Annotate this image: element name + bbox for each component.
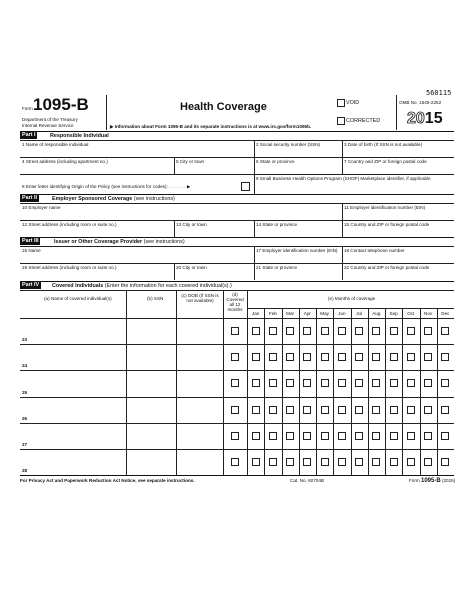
form-prefix: Form — [22, 106, 33, 111]
part4-heading — [52, 283, 232, 289]
col-d-header: (d) Covered all 12 months — [226, 292, 244, 312]
month-coverage-checkbox[interactable] — [407, 432, 415, 440]
month-coverage-checkbox[interactable] — [407, 458, 415, 466]
month-header: Nov — [424, 311, 433, 316]
month-header: Oct — [407, 311, 415, 316]
field-19-label: 19 Street address (including room or suite no.) — [22, 265, 117, 270]
part3-note: (see instructions) — [143, 239, 185, 245]
row-divider — [20, 423, 454, 424]
row-number: 26 — [22, 415, 28, 421]
privacy-notice: For Privacy Act and Paperwork Reduction Act Notice, see separate instructions. — [20, 478, 195, 483]
field-14-label: 14 State or province — [256, 222, 298, 227]
part3-heading — [54, 239, 185, 245]
form-title: Health Coverage — [180, 101, 267, 113]
month-coverage-checkbox[interactable] — [441, 432, 449, 440]
month-coverage-checkbox[interactable] — [390, 353, 398, 361]
month-coverage-checkbox[interactable] — [372, 406, 380, 414]
field-11-label: 11 Employer identification number (EIN) — [344, 205, 426, 210]
field-15-label: 15 Country and ZIP or foreign postal code — [344, 222, 430, 227]
covered-all-12-months-checkbox[interactable] — [231, 432, 239, 440]
month-coverage-checkbox[interactable] — [424, 379, 432, 387]
row-number: 24 — [22, 363, 28, 369]
month-coverage-checkbox[interactable] — [321, 406, 329, 414]
part4-note: (Enter the information for each covered individual(s).) — [104, 283, 232, 289]
month-coverage-checkbox[interactable] — [355, 379, 363, 387]
irs-name: Internal Revenue Service — [22, 123, 74, 128]
month-coverage-checkbox[interactable] — [372, 458, 380, 466]
month-header: Dec — [441, 311, 450, 316]
dept-name: Department of the Treasury — [22, 117, 78, 122]
month-coverage-checkbox[interactable] — [252, 432, 260, 440]
catalog-number: Cat. No. 60704B — [290, 478, 324, 483]
month-coverage-checkbox[interactable] — [286, 379, 294, 387]
field-8-label: 8 Enter letter identifying Origin of the Policy (see instructions for codes): . . . . . . . ▶ — [22, 184, 191, 189]
month-header: Feb — [268, 311, 277, 316]
month-coverage-checkbox[interactable] — [441, 353, 449, 361]
footer-form-id — [409, 478, 455, 484]
month-coverage-checkbox[interactable] — [355, 458, 363, 466]
void-checkbox[interactable] — [337, 99, 345, 107]
covered-all-12-months-checkbox[interactable] — [231, 353, 239, 361]
part2-note: (see instructions) — [133, 196, 175, 202]
month-coverage-checkbox[interactable] — [424, 432, 432, 440]
month-coverage-checkbox[interactable] — [424, 327, 432, 335]
month-header: Mar — [286, 311, 295, 316]
month-coverage-checkbox[interactable] — [441, 379, 449, 387]
field-20-label: 20 City or town — [176, 265, 207, 270]
field-21-label: 21 State or province — [256, 265, 298, 270]
month-coverage-checkbox[interactable] — [303, 327, 311, 335]
month-coverage-checkbox[interactable] — [390, 406, 398, 414]
row-number: 27 — [22, 441, 28, 447]
tax-year — [407, 110, 443, 128]
month-header: Jan — [251, 311, 260, 316]
row-number: 23 — [22, 337, 28, 343]
month-coverage-checkbox[interactable] — [372, 327, 380, 335]
month-coverage-checkbox[interactable] — [286, 327, 294, 335]
footer-year: (2015) — [441, 478, 456, 483]
part4-title: Covered Individuals — [52, 283, 104, 289]
month-coverage-checkbox[interactable] — [355, 327, 363, 335]
field-5-label: 5 City or town — [176, 159, 205, 164]
void-label: VOID — [346, 100, 360, 106]
month-coverage-checkbox[interactable] — [286, 353, 294, 361]
corrected-checkbox[interactable] — [337, 117, 345, 125]
part1-label: Part I — [22, 132, 36, 138]
covered-all-12-months-checkbox[interactable] — [231, 327, 239, 335]
field-3-label: 3 Date of birth (If SSN is not available) — [344, 142, 423, 147]
month-coverage-checkbox[interactable] — [321, 379, 329, 387]
info-line: ▶ Information about Form 1095-B and its separate instructions is at www.irs.gov/form1095b. — [110, 124, 312, 129]
part2-heading — [52, 196, 175, 202]
month-header: Sep — [389, 311, 398, 316]
field-12-label: 12 Street address (including room or suite no.) — [22, 222, 117, 227]
row-number: 25 — [22, 389, 28, 395]
field-17-label: 17 Employer identification number (EIN) — [256, 248, 338, 253]
field-9-label: 9 Small Business Health Options Program (SHOP) Marketplace identifier, if applicable — [256, 176, 431, 181]
field-7-label: 7 Country and ZIP or foreign postal code — [344, 159, 427, 164]
month-coverage-checkbox[interactable] — [321, 458, 329, 466]
month-coverage-checkbox[interactable] — [407, 406, 415, 414]
covered-all-12-months-checkbox[interactable] — [231, 406, 239, 414]
month-coverage-checkbox[interactable] — [252, 353, 260, 361]
month-coverage-checkbox[interactable] — [441, 406, 449, 414]
year-suffix: 15 — [424, 110, 443, 127]
part2-title: Employer Sponsored Coverage — [52, 196, 133, 202]
part3-label: Part III — [22, 238, 39, 244]
month-coverage-checkbox[interactable] — [441, 458, 449, 466]
month-coverage-checkbox[interactable] — [269, 458, 277, 466]
month-coverage-checkbox[interactable] — [407, 379, 415, 387]
part2-label: Part II — [22, 195, 37, 201]
month-coverage-checkbox[interactable] — [321, 432, 329, 440]
month-coverage-checkbox[interactable] — [286, 458, 294, 466]
row-divider — [20, 397, 454, 398]
month-coverage-checkbox[interactable] — [321, 327, 329, 335]
month-coverage-checkbox[interactable] — [252, 458, 260, 466]
form-number: 1095-B — [33, 95, 89, 114]
month-coverage-checkbox[interactable] — [424, 458, 432, 466]
month-coverage-checkbox[interactable] — [390, 432, 398, 440]
part4-label: Part IV — [22, 282, 40, 288]
col-a-header: (a) Name of covered individual(s) — [44, 296, 112, 301]
month-coverage-checkbox[interactable] — [303, 406, 311, 414]
field-6-label: 6 State or province — [256, 159, 295, 164]
row-number: 28 — [22, 468, 28, 473]
month-coverage-checkbox[interactable] — [338, 432, 346, 440]
omb-number: OMB No. 1545-2252 — [399, 100, 442, 105]
month-coverage-checkbox[interactable] — [269, 379, 277, 387]
month-coverage-checkbox[interactable] — [390, 379, 398, 387]
year-prefix: 20 — [407, 110, 425, 127]
field-1-label: 1 Name of responsible individual — [22, 142, 89, 147]
month-coverage-checkbox[interactable] — [407, 353, 415, 361]
part3-title: Issuer or Other Coverage Provider — [54, 239, 143, 245]
month-coverage-checkbox[interactable] — [355, 406, 363, 414]
month-coverage-checkbox[interactable] — [252, 406, 260, 414]
month-coverage-checkbox[interactable] — [252, 379, 260, 387]
month-coverage-checkbox[interactable] — [372, 432, 380, 440]
month-coverage-checkbox[interactable] — [321, 353, 329, 361]
footer-form-number: 1095-B — [421, 478, 441, 484]
month-coverage-checkbox[interactable] — [269, 432, 277, 440]
covered-all-12-months-checkbox[interactable] — [231, 458, 239, 466]
month-header: Jul — [356, 311, 363, 316]
field-10-label: 10 Employer name — [22, 205, 61, 210]
origin-code-box[interactable] — [241, 182, 250, 191]
footer-form-prefix: Form — [409, 478, 420, 483]
month-coverage-checkbox[interactable] — [390, 327, 398, 335]
row-divider — [20, 370, 454, 371]
month-header: Jun — [338, 311, 346, 316]
month-coverage-checkbox[interactable] — [372, 379, 380, 387]
month-coverage-checkbox[interactable] — [390, 458, 398, 466]
month-coverage-checkbox[interactable] — [338, 379, 346, 387]
col-b-header: (b) SSN — [147, 296, 164, 301]
month-coverage-checkbox[interactable] — [355, 432, 363, 440]
col-e-header: (e) Months of coverage — [328, 296, 376, 301]
field-16-label: 16 Name — [22, 248, 41, 253]
month-coverage-checkbox[interactable] — [424, 406, 432, 414]
field-13-label: 13 City or town — [176, 222, 207, 227]
row-divider — [20, 449, 454, 450]
month-coverage-checkbox[interactable] — [303, 353, 311, 361]
month-coverage-checkbox[interactable] — [252, 327, 260, 335]
month-coverage-checkbox[interactable] — [355, 353, 363, 361]
month-coverage-checkbox[interactable] — [407, 327, 415, 335]
month-header: Apr — [303, 311, 311, 316]
col-c-header: (c) DOB (If SSN is not available) — [181, 293, 219, 303]
row-divider — [20, 344, 454, 345]
month-coverage-checkbox[interactable] — [286, 406, 294, 414]
covered-all-12-months-checkbox[interactable] — [231, 379, 239, 387]
month-coverage-checkbox[interactable] — [303, 458, 311, 466]
month-coverage-checkbox[interactable] — [286, 432, 294, 440]
field-2-label: 2 Social security number (SSN) — [256, 142, 321, 147]
month-coverage-checkbox[interactable] — [269, 406, 277, 414]
month-coverage-checkbox[interactable] — [269, 327, 277, 335]
corrected-label: CORRECTED — [346, 118, 381, 124]
form-code: 560115 — [426, 89, 452, 97]
month-coverage-checkbox[interactable] — [372, 353, 380, 361]
month-coverage-checkbox[interactable] — [303, 432, 311, 440]
field-22-label: 22 Country and ZIP or foreign postal code — [344, 265, 430, 270]
field-4-label: 4 Street address (including apartment no.) — [22, 159, 108, 164]
month-coverage-checkbox[interactable] — [441, 327, 449, 335]
month-header: May — [320, 311, 329, 316]
field-18-label: 18 Contact telephone number — [344, 248, 405, 253]
month-coverage-checkbox[interactable] — [338, 458, 346, 466]
month-coverage-checkbox[interactable] — [338, 353, 346, 361]
month-coverage-checkbox[interactable] — [269, 353, 277, 361]
month-coverage-checkbox[interactable] — [338, 327, 346, 335]
month-coverage-checkbox[interactable] — [303, 379, 311, 387]
month-coverage-checkbox[interactable] — [338, 406, 346, 414]
part1-title: Responsible Individual — [50, 133, 109, 139]
month-header: Aug — [372, 311, 381, 316]
month-coverage-checkbox[interactable] — [424, 353, 432, 361]
